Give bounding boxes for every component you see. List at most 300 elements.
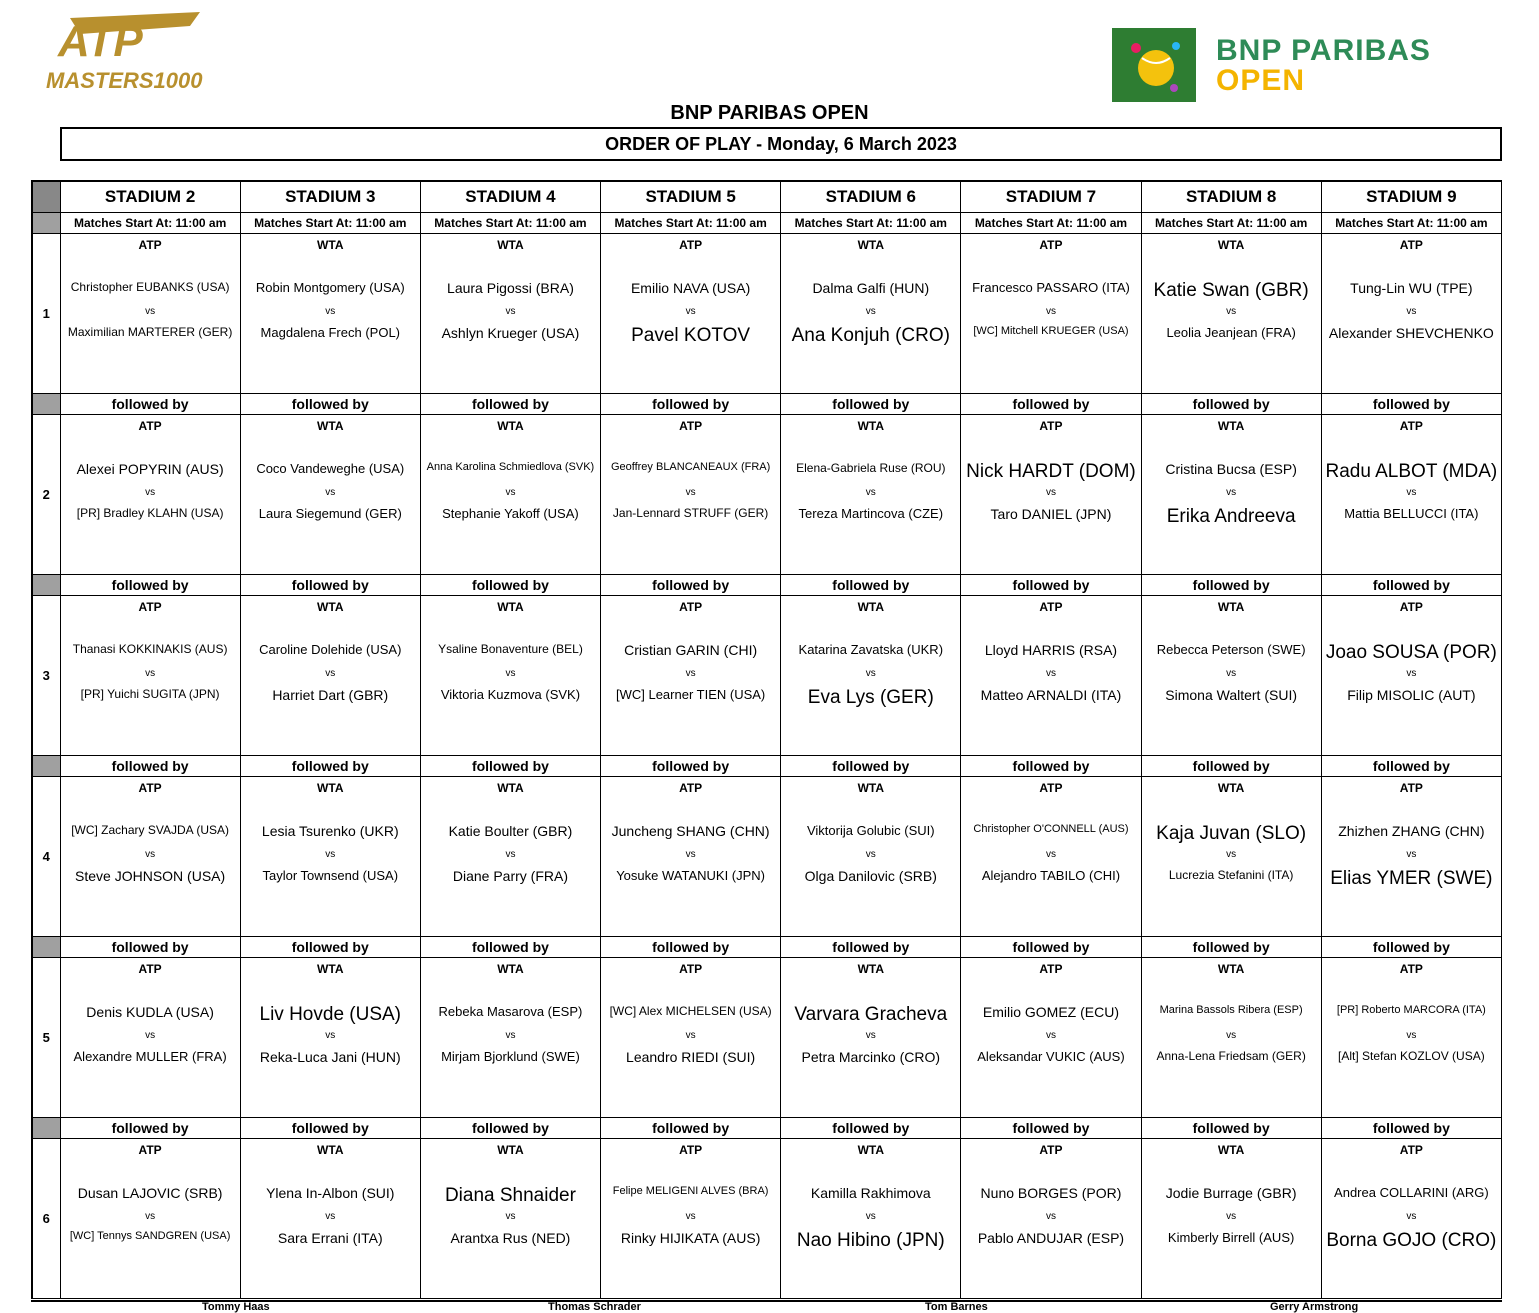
tour-label: ATP — [138, 962, 162, 976]
signature-3: Tom Barnes — [925, 1301, 988, 1313]
tour-label: WTA — [317, 781, 344, 795]
match-content — [61, 777, 240, 934]
player-two: Filip MISOLIC (AUT) — [1347, 687, 1476, 703]
match-cell — [961, 234, 1141, 394]
player-one: Emilio GOMEZ (ECU) — [982, 1004, 1120, 1020]
followed-by-row — [32, 394, 1502, 415]
tour-label: WTA — [317, 600, 344, 614]
followed-by-row — [32, 1118, 1502, 1139]
followed-by-label: followed by — [240, 1118, 420, 1139]
start-row-marker — [32, 213, 60, 234]
start-time: Matches Start At: 11:00 am — [1141, 213, 1321, 234]
tour-label: ATP — [679, 238, 703, 252]
match-cell — [781, 234, 961, 394]
court-name: STADIUM 6 — [781, 181, 961, 213]
followed-by-label: followed by — [1321, 575, 1501, 596]
match-content — [421, 415, 600, 572]
player-one: Lesia Tsurenko (UKR) — [261, 823, 399, 839]
player-one: Dusan LAJOVIC (SRB) — [77, 1185, 223, 1201]
match-cell — [60, 234, 240, 394]
tour-label: ATP — [679, 962, 703, 976]
player-one: Andrea COLLARINI (ARG) — [1334, 1185, 1489, 1200]
player-one: Christopher EUBANKS (USA) — [70, 280, 230, 294]
player-one: Nick HARDT (DOM) — [966, 461, 1136, 482]
player-two: [WC] Tennys SANDGREN (USA) — [69, 1230, 231, 1242]
vs-label: vs — [145, 1211, 156, 1222]
match-content — [61, 234, 240, 391]
match-order-number: 4 — [32, 777, 60, 937]
player-two: Eva Lys (GER) — [807, 687, 934, 708]
match-cell — [1141, 1139, 1321, 1299]
start-time: Matches Start At: 11:00 am — [420, 213, 600, 234]
vs-label: vs — [505, 1030, 516, 1041]
match-row — [32, 596, 1502, 756]
bnp-logo-line1: BNP PARIBAS — [1216, 34, 1431, 67]
match-order-number: 5 — [32, 958, 60, 1118]
match-row — [32, 777, 1502, 937]
court-header-row — [32, 181, 1502, 213]
tour-label: ATP — [1039, 600, 1063, 614]
vs-label: vs — [1045, 668, 1056, 679]
vs-label: vs — [1406, 668, 1417, 679]
match-content — [601, 958, 780, 1115]
vs-label: vs — [1045, 1030, 1056, 1041]
followed-by-label: followed by — [60, 575, 240, 596]
followed-by-row — [32, 937, 1502, 958]
court-name: STADIUM 3 — [240, 181, 420, 213]
match-content — [1142, 958, 1321, 1115]
tennis-ball-icon — [1112, 28, 1196, 102]
match-cell — [601, 234, 781, 394]
player-one: Denis KUDLA (USA) — [86, 1004, 214, 1020]
match-content — [601, 415, 780, 572]
player-two: Rinky HIJIKATA (AUS) — [620, 1230, 761, 1246]
player-two: Pavel KOTOV — [631, 325, 751, 346]
followed-by-label: followed by — [1321, 1118, 1501, 1139]
vs-label: vs — [865, 1211, 876, 1222]
tour-label: ATP — [1039, 781, 1063, 795]
followed-by-label: followed by — [420, 756, 600, 777]
followed-by-label: followed by — [1141, 937, 1321, 958]
match-row — [32, 958, 1502, 1118]
player-one: Laura Pigossi (BRA) — [447, 280, 574, 296]
vs-label: vs — [505, 1211, 516, 1222]
page-title: BNP PARIBAS OPEN — [670, 102, 869, 124]
match-content — [241, 596, 420, 753]
vs-label: vs — [865, 487, 876, 498]
vs-label: vs — [1045, 1211, 1056, 1222]
atp-logo-text: ATP — [58, 17, 143, 66]
tour-label: WTA — [857, 1143, 884, 1157]
player-two: Lucrezia Stefanini (ITA) — [1168, 868, 1294, 882]
match-cell — [781, 958, 961, 1118]
player-two: Harriet Dart (GBR) — [272, 687, 389, 703]
atp-masters-1000-logo — [40, 8, 210, 92]
match-cell — [781, 596, 961, 756]
vs-label: vs — [1045, 306, 1056, 317]
match-content — [1322, 234, 1501, 391]
player-one: Zhizhen ZHANG (CHN) — [1338, 823, 1485, 839]
match-order-number: 3 — [32, 596, 60, 756]
tour-label: ATP — [138, 1143, 162, 1157]
player-one: Kaja Juvan (SLO) — [1156, 823, 1307, 844]
player-one: Felipe MELIGENI ALVES (BRA) — [612, 1185, 769, 1197]
player-two: Matteo ARNALDI (ITA) — [980, 687, 1122, 703]
vs-label: vs — [865, 1030, 876, 1041]
player-one: Alexei POPYRIN (AUS) — [76, 461, 224, 477]
followed-by-label: followed by — [1141, 1118, 1321, 1139]
match-cell — [961, 777, 1141, 937]
match-order-number: 6 — [32, 1139, 60, 1299]
player-two: Elias YMER (SWE) — [1330, 868, 1493, 889]
vs-label: vs — [325, 668, 336, 679]
match-content — [781, 234, 960, 391]
masters-logo-text: MASTERS1000 — [46, 68, 203, 92]
match-content — [61, 415, 240, 572]
match-content — [961, 958, 1140, 1115]
match-content — [601, 777, 780, 934]
player-two: Aleksandar VUKIC (AUS) — [977, 1049, 1125, 1064]
player-two: Yosuke WATANUKI (JPN) — [616, 868, 766, 883]
player-two: [PR] Bradley KLAHN (USA) — [76, 506, 224, 520]
followed-by-label: followed by — [781, 756, 961, 777]
match-cell — [961, 1139, 1141, 1299]
vs-label: vs — [505, 849, 516, 860]
match-cell — [420, 596, 600, 756]
player-two: Borna GOJO (CRO) — [1326, 1230, 1497, 1251]
match-content — [1142, 234, 1321, 391]
tour-label: WTA — [497, 962, 524, 976]
vs-label: vs — [1406, 849, 1417, 860]
match-content — [421, 596, 600, 753]
match-content — [781, 1139, 960, 1296]
player-one: Jodie Burrage (GBR) — [1165, 1185, 1297, 1201]
player-one: Anna Karolina Schmiedlova (SVK) — [426, 461, 595, 473]
player-two: Laura Siegemund (GER) — [258, 506, 402, 521]
vs-label: vs — [685, 668, 696, 679]
tour-label: WTA — [1217, 419, 1245, 433]
followed-row-marker — [32, 937, 60, 958]
player-two: Erika Andreeva — [1166, 506, 1296, 527]
match-content — [241, 1139, 420, 1296]
vs-label: vs — [1226, 1030, 1237, 1041]
vs-label: vs — [1226, 487, 1237, 498]
match-content — [781, 958, 960, 1115]
tour-label: WTA — [1217, 1143, 1245, 1157]
vs-label: vs — [685, 306, 696, 317]
match-content — [1322, 958, 1501, 1115]
match-content — [961, 1139, 1140, 1296]
player-one: Juncheng SHANG (CHN) — [611, 823, 770, 839]
match-content — [961, 777, 1140, 934]
followed-by-label: followed by — [781, 575, 961, 596]
player-one: Ylena In-Albon (SUI) — [266, 1185, 395, 1201]
followed-row-marker — [32, 394, 60, 415]
player-two: Kimberly Birrell (AUS) — [1167, 1230, 1295, 1245]
court-name: STADIUM 4 — [420, 181, 600, 213]
player-two: Maximilian MARTERER (GER) — [67, 325, 233, 339]
player-one: Ysaline Bonaventure (BEL) — [438, 642, 583, 656]
match-content — [241, 777, 420, 934]
bnp-logo-line2: OPEN — [1216, 64, 1306, 97]
start-time: Matches Start At: 11:00 am — [240, 213, 420, 234]
match-content — [781, 415, 960, 572]
tour-label: WTA — [1217, 600, 1245, 614]
player-two: Alexander SHEVCHENKO — [1328, 325, 1494, 341]
player-two: Leandro RIEDI (SUI) — [626, 1049, 756, 1065]
signature-1: Tommy Haas — [202, 1301, 270, 1313]
match-content — [781, 777, 960, 934]
match-cell — [601, 1139, 781, 1299]
followed-by-label: followed by — [961, 575, 1141, 596]
vs-label: vs — [145, 849, 156, 860]
tour-label: WTA — [857, 781, 884, 795]
player-two: Petra Marcinko (CRO) — [801, 1049, 941, 1065]
vs-label: vs — [1045, 849, 1056, 860]
followed-by-label: followed by — [601, 394, 781, 415]
followed-by-label: followed by — [240, 575, 420, 596]
player-one: Christopher O'CONNELL (AUS) — [973, 823, 1129, 835]
match-cell — [601, 958, 781, 1118]
player-one: Geoffrey BLANCANEAUX (FRA) — [610, 461, 771, 473]
tour-label: ATP — [138, 419, 162, 433]
player-one: Thanasi KOKKINAKIS (AUS) — [72, 642, 228, 656]
match-cell — [961, 958, 1141, 1118]
tour-label: WTA — [317, 238, 344, 252]
match-cell — [420, 958, 600, 1118]
match-content — [781, 596, 960, 753]
match-cell — [1321, 234, 1501, 394]
match-cell — [60, 596, 240, 756]
followed-by-label: followed by — [1321, 394, 1501, 415]
match-cell — [240, 234, 420, 394]
vs-label: vs — [1406, 487, 1417, 498]
player-two: Mattia BELLUCCI (ITA) — [1344, 506, 1479, 521]
match-cell — [420, 415, 600, 575]
match-cell — [601, 777, 781, 937]
player-two: Magdalena Frech (POL) — [260, 325, 400, 340]
corner-cell — [32, 181, 60, 213]
vs-label: vs — [1406, 306, 1417, 317]
vs-label: vs — [145, 487, 156, 498]
followed-by-row — [32, 575, 1502, 596]
match-cell — [60, 415, 240, 575]
followed-by-label: followed by — [781, 1118, 961, 1139]
tour-label: ATP — [679, 781, 703, 795]
tour-label: WTA — [317, 419, 344, 433]
tour-label: ATP — [679, 419, 703, 433]
tour-label: WTA — [497, 1143, 524, 1157]
tour-label: ATP — [679, 600, 703, 614]
tour-label: ATP — [1399, 600, 1423, 614]
vs-label: vs — [685, 487, 696, 498]
vs-label: vs — [865, 849, 876, 860]
match-content — [421, 1139, 600, 1296]
vs-label: vs — [145, 1030, 156, 1041]
player-one: Tung-Lin WU (TPE) — [1350, 280, 1473, 296]
vs-label: vs — [865, 306, 876, 317]
court-name: STADIUM 9 — [1321, 181, 1501, 213]
player-one: Viktorija Golubic (SUI) — [806, 823, 935, 838]
start-time: Matches Start At: 11:00 am — [1321, 213, 1501, 234]
order-of-play-subtitle: ORDER OF PLAY - Monday, 6 March 2023 — [60, 127, 1502, 161]
start-time: Matches Start At: 11:00 am — [601, 213, 781, 234]
signature-2: Thomas Schrader — [548, 1301, 641, 1313]
vs-label: vs — [685, 1211, 696, 1222]
match-content — [961, 234, 1140, 391]
vs-label: vs — [325, 306, 336, 317]
match-content — [61, 596, 240, 753]
vs-label: vs — [685, 849, 696, 860]
tour-label: WTA — [1217, 962, 1245, 976]
match-content — [961, 415, 1140, 572]
match-row — [32, 234, 1502, 394]
player-two: Stephanie Yakoff (USA) — [442, 506, 579, 521]
tour-label: WTA — [857, 962, 884, 976]
player-two: Ana Konjuh (CRO) — [791, 325, 950, 346]
match-cell — [240, 415, 420, 575]
atp-logo-graphic — [40, 8, 210, 92]
vs-label: vs — [505, 306, 516, 317]
match-content — [421, 958, 600, 1115]
followed-by-label: followed by — [961, 756, 1141, 777]
match-cell — [1141, 596, 1321, 756]
vs-label: vs — [685, 1030, 696, 1041]
vs-label: vs — [865, 668, 876, 679]
player-two: Jan-Lennard STRUFF (GER) — [612, 506, 769, 520]
match-cell — [601, 596, 781, 756]
followed-by-label: followed by — [1141, 575, 1321, 596]
followed-by-label: followed by — [240, 937, 420, 958]
match-content — [1322, 596, 1501, 753]
followed-row-marker — [32, 756, 60, 777]
match-order-number: 2 — [32, 415, 60, 575]
match-content — [1322, 1139, 1501, 1296]
signature-4: Gerry Armstrong — [1270, 1301, 1359, 1313]
player-one: Rebeka Masarova (ESP) — [438, 1004, 583, 1019]
match-content — [61, 958, 240, 1115]
match-cell — [420, 1139, 600, 1299]
court-name: STADIUM 8 — [1141, 181, 1321, 213]
player-two: Simona Waltert (SUI) — [1165, 687, 1297, 703]
vs-label: vs — [1406, 1030, 1417, 1041]
vs-label: vs — [1226, 849, 1237, 860]
tour-label: ATP — [1039, 419, 1063, 433]
tour-label: ATP — [1039, 962, 1063, 976]
player-one: Liv Hovde (USA) — [259, 1004, 402, 1025]
match-content — [241, 234, 420, 391]
player-one: Coco Vandeweghe (USA) — [256, 461, 405, 476]
player-two: [WC] Mitchell KRUEGER (USA) — [973, 325, 1129, 337]
tour-label: WTA — [857, 600, 884, 614]
order-of-play-table — [31, 180, 1502, 1299]
tour-label: WTA — [497, 781, 524, 795]
match-cell — [60, 777, 240, 937]
match-content — [601, 1139, 780, 1296]
match-cell — [1321, 596, 1501, 756]
followed-by-label: followed by — [601, 756, 781, 777]
match-cell — [1321, 415, 1501, 575]
followed-by-label: followed by — [420, 937, 600, 958]
followed-row-marker — [32, 1118, 60, 1139]
vs-label: vs — [145, 668, 156, 679]
vs-label: vs — [1045, 487, 1056, 498]
match-content — [961, 596, 1140, 753]
player-one: Lloyd HARRIS (RSA) — [984, 642, 1118, 658]
match-cell — [1141, 958, 1321, 1118]
player-two: Nao Hibino (JPN) — [796, 1230, 945, 1251]
match-content — [601, 234, 780, 391]
player-two: Taylor Townsend (USA) — [262, 868, 399, 883]
player-two: [Alt] Stefan KOZLOV (USA) — [1338, 1049, 1485, 1063]
match-cell — [961, 415, 1141, 575]
player-one: Kamilla Rakhimova — [810, 1185, 931, 1201]
followed-by-label: followed by — [420, 1118, 600, 1139]
match-content — [601, 596, 780, 753]
followed-by-label: followed by — [1141, 756, 1321, 777]
tour-label: WTA — [1217, 781, 1245, 795]
player-one: [WC] Alex MICHELSEN (USA) — [609, 1004, 772, 1018]
match-cell — [60, 1139, 240, 1299]
match-content — [241, 415, 420, 572]
vs-label: vs — [1406, 1211, 1417, 1222]
followed-by-label: followed by — [420, 575, 600, 596]
tour-label: ATP — [138, 600, 162, 614]
tour-label: ATP — [1039, 238, 1063, 252]
tour-label: ATP — [1039, 1143, 1063, 1157]
player-two: Anna-Lena Friedsam (GER) — [1156, 1049, 1306, 1063]
tour-label: ATP — [1399, 419, 1423, 433]
court-name: STADIUM 5 — [601, 181, 781, 213]
tour-label: ATP — [679, 1143, 703, 1157]
followed-by-label: followed by — [961, 937, 1141, 958]
match-cell — [240, 1139, 420, 1299]
match-cell — [240, 777, 420, 937]
followed-by-label: followed by — [420, 394, 600, 415]
tour-label: ATP — [1399, 781, 1423, 795]
match-content — [1142, 415, 1321, 572]
player-two: Alexandre MULLER (FRA) — [73, 1049, 227, 1064]
match-cell — [961, 596, 1141, 756]
vs-label: vs — [325, 1211, 336, 1222]
match-cell — [1321, 1139, 1501, 1299]
match-content — [421, 234, 600, 391]
player-two: [WC] Learner TIEN (USA) — [615, 687, 766, 702]
court-name: STADIUM 7 — [961, 181, 1141, 213]
player-two: Sara Errani (ITA) — [277, 1230, 383, 1246]
player-two: Viktoria Kuzmova (SVK) — [440, 687, 581, 702]
followed-by-label: followed by — [601, 1118, 781, 1139]
tour-label: WTA — [317, 962, 344, 976]
player-one: Caroline Dolehide (USA) — [259, 642, 402, 657]
start-time: Matches Start At: 11:00 am — [781, 213, 961, 234]
vs-label: vs — [325, 849, 336, 860]
followed-by-label: followed by — [60, 394, 240, 415]
followed-by-label: followed by — [961, 1118, 1141, 1139]
player-two: Alejandro TABILO (CHI) — [981, 868, 1121, 883]
player-one: [WC] Zachary SVAJDA (USA) — [71, 823, 229, 837]
tour-label: WTA — [857, 238, 884, 252]
match-content — [1322, 415, 1501, 572]
tour-label: ATP — [138, 238, 162, 252]
followed-by-label: followed by — [240, 756, 420, 777]
match-cell — [781, 415, 961, 575]
match-cell — [1141, 234, 1321, 394]
match-content — [1142, 1139, 1321, 1296]
match-cell — [240, 958, 420, 1118]
followed-by-label: followed by — [60, 1118, 240, 1139]
vs-label: vs — [505, 668, 516, 679]
